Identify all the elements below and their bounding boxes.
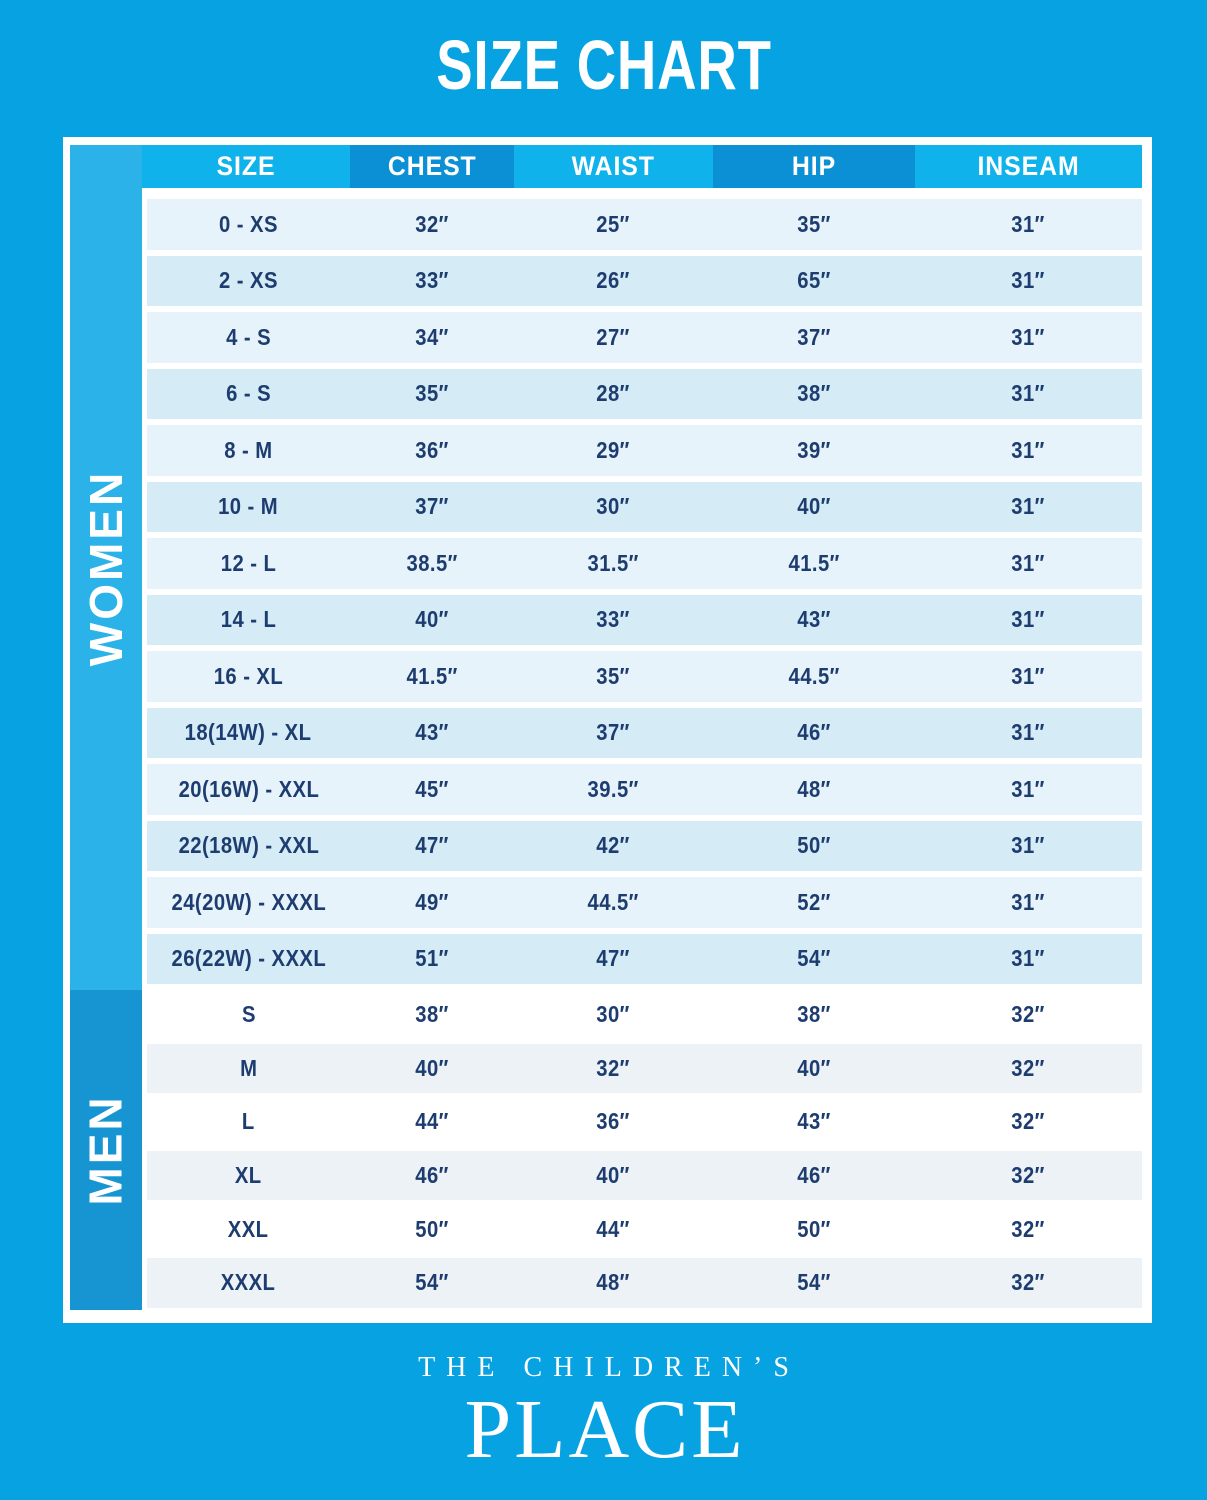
- table-row: [147, 425, 1142, 476]
- table-row: [147, 312, 1142, 363]
- cell-value: 50″: [415, 1215, 449, 1242]
- table-row: [147, 1204, 1142, 1254]
- measurement-cell: [713, 538, 915, 589]
- women-section-strip: [70, 145, 142, 990]
- size-cell: [147, 1204, 350, 1254]
- size-cell: [147, 651, 350, 702]
- cell-value: 44.5″: [587, 888, 640, 915]
- cell-value: 32″: [1011, 1108, 1046, 1135]
- measurement-cell: [350, 538, 514, 589]
- measurement-cell: [915, 369, 1142, 420]
- table-row: [147, 1151, 1142, 1201]
- cell-value: 52″: [797, 888, 831, 915]
- cell-value: XXXL: [221, 1269, 276, 1296]
- cell-value: 38″: [415, 1001, 449, 1028]
- measurement-cell: [350, 312, 514, 363]
- size-cell: [147, 934, 350, 985]
- measurement-cell: [915, 482, 1142, 533]
- cell-value: 40″: [797, 1054, 831, 1081]
- size-cell: [147, 425, 350, 476]
- measurement-cell: [514, 369, 713, 420]
- cell-value: 26″: [596, 267, 631, 294]
- measurement-cell: [915, 1258, 1142, 1308]
- cell-value: 38″: [797, 380, 831, 407]
- measurement-cell: [350, 934, 514, 985]
- measurement-cell: [514, 651, 713, 702]
- cell-value: 33″: [596, 606, 631, 633]
- measurement-cell: [915, 990, 1142, 1040]
- cell-value: 31″: [1011, 888, 1046, 915]
- table-row: [147, 1097, 1142, 1147]
- cell-value: 22(18W) - XXL: [178, 832, 319, 859]
- cell-value: 31″: [1011, 323, 1046, 350]
- size-cell: [147, 369, 350, 420]
- cell-value: 48″: [797, 775, 831, 802]
- cell-value: 40″: [596, 1162, 631, 1189]
- measurement-cell: [713, 821, 915, 872]
- measurement-cell: [915, 1204, 1142, 1254]
- page-title-text: SIZE CHART: [435, 26, 772, 104]
- measurement-cell: [713, 1097, 915, 1147]
- measurement-cell: [713, 1151, 915, 1201]
- table-row: [147, 199, 1142, 250]
- column-header-size-label: SIZE: [216, 151, 276, 181]
- cell-value: 47″: [596, 945, 631, 972]
- size-cell: [147, 312, 350, 363]
- cell-value: 16 - XL: [213, 662, 284, 689]
- cell-value: 2 - XS: [219, 267, 278, 294]
- measurement-cell: [350, 764, 514, 815]
- measurement-cell: [514, 1044, 713, 1094]
- measurement-cell: [514, 1204, 713, 1254]
- cell-value: 30″: [596, 493, 631, 520]
- brand-logo: [0, 1352, 1207, 1476]
- cell-value: 35″: [596, 662, 631, 689]
- cell-value: 31.5″: [587, 549, 640, 576]
- cell-value: 31″: [1011, 945, 1046, 972]
- column-header-chest-label: CHEST: [387, 151, 477, 181]
- size-cell: [147, 877, 350, 928]
- cell-value: 38.5″: [406, 549, 458, 576]
- column-header-size: [142, 145, 350, 188]
- cell-value: 31″: [1011, 719, 1046, 746]
- size-cell: [147, 1044, 350, 1094]
- cell-value: 37″: [596, 719, 631, 746]
- size-cell: [147, 538, 350, 589]
- cell-value: 8 - M: [224, 436, 273, 463]
- measurement-cell: [713, 199, 915, 250]
- cell-value: 31″: [1011, 775, 1046, 802]
- cell-value: 32″: [1011, 1001, 1046, 1028]
- cell-value: 32″: [1011, 1162, 1046, 1189]
- size-cell: [147, 256, 350, 307]
- measurement-cell: [514, 1097, 713, 1147]
- measurement-cell: [915, 425, 1142, 476]
- measurement-cell: [350, 369, 514, 420]
- column-header-waist: [514, 145, 713, 188]
- cell-value: 30″: [596, 1001, 631, 1028]
- measurement-cell: [514, 1151, 713, 1201]
- cell-value: 54″: [415, 1269, 449, 1296]
- measurement-cell: [514, 199, 713, 250]
- measurement-cell: [514, 934, 713, 985]
- cell-value: 54″: [797, 945, 831, 972]
- size-cell: [147, 708, 350, 759]
- cell-value: 31″: [1011, 832, 1046, 859]
- measurement-cell: [713, 1044, 915, 1094]
- table-row: [147, 764, 1142, 815]
- cell-value: 32″: [596, 1054, 631, 1081]
- cell-value: 25″: [596, 210, 631, 237]
- measurement-cell: [514, 425, 713, 476]
- cell-value: 12 - L: [220, 549, 277, 576]
- cell-value: 31″: [1011, 210, 1046, 237]
- column-header-hip: [713, 145, 915, 188]
- cell-value: 35″: [797, 210, 831, 237]
- column-header-hip-label: HIP: [791, 151, 837, 181]
- cell-value: 44.5″: [788, 662, 840, 689]
- cell-value: 32″: [415, 210, 449, 237]
- measurement-cell: [915, 934, 1142, 985]
- page-title: [0, 26, 1207, 104]
- cell-value: 20(16W) - XXL: [178, 775, 319, 802]
- measurement-cell: [350, 482, 514, 533]
- cell-value: 31″: [1011, 549, 1046, 576]
- cell-value: 40″: [415, 606, 449, 633]
- cell-value: 39.5″: [587, 775, 640, 802]
- table-header-row: [142, 145, 1142, 188]
- table-row: [147, 538, 1142, 589]
- measurement-cell: [713, 1204, 915, 1254]
- cell-value: 42″: [596, 832, 631, 859]
- measurement-cell: [514, 595, 713, 646]
- cell-value: M: [239, 1054, 258, 1081]
- cell-value: 18(14W) - XL: [185, 719, 312, 746]
- cell-value: 40″: [415, 1054, 449, 1081]
- women-section-label: WOMEN: [80, 469, 133, 666]
- measurement-cell: [915, 1044, 1142, 1094]
- measurement-cell: [350, 651, 514, 702]
- cell-value: 31″: [1011, 436, 1046, 463]
- table-row: [147, 1258, 1142, 1308]
- measurement-cell: [915, 538, 1142, 589]
- measurement-cell: [915, 1151, 1142, 1201]
- measurement-cell: [514, 821, 713, 872]
- table-row: [147, 369, 1142, 420]
- cell-value: 40″: [797, 493, 831, 520]
- measurement-cell: [915, 708, 1142, 759]
- cell-value: 44″: [596, 1215, 631, 1242]
- table-row: [147, 256, 1142, 307]
- cell-value: 36″: [596, 1108, 631, 1135]
- cell-value: 47″: [415, 832, 449, 859]
- cell-value: 54″: [797, 1269, 831, 1296]
- measurement-cell: [350, 821, 514, 872]
- measurement-cell: [514, 312, 713, 363]
- cell-value: 37″: [415, 493, 449, 520]
- column-header-waist-label: WAIST: [571, 151, 656, 181]
- cell-value: 28″: [596, 380, 631, 407]
- measurement-cell: [915, 877, 1142, 928]
- size-cell: [147, 1258, 350, 1308]
- cell-value: 29″: [596, 436, 631, 463]
- column-header-inseam: [915, 145, 1142, 188]
- cell-value: 41.5″: [406, 662, 458, 689]
- table-row: [147, 482, 1142, 533]
- measurement-cell: [713, 708, 915, 759]
- measurement-cell: [514, 538, 713, 589]
- cell-value: 4 - S: [226, 323, 271, 350]
- measurement-cell: [915, 312, 1142, 363]
- cell-value: 51″: [415, 945, 449, 972]
- cell-value: 41.5″: [788, 549, 840, 576]
- cell-value: 31″: [1011, 606, 1046, 633]
- cell-value: 31″: [1011, 662, 1046, 689]
- brand-name-bottom: PLACE: [464, 1383, 746, 1476]
- cell-value: 39″: [797, 436, 831, 463]
- cell-value: 31″: [1011, 380, 1046, 407]
- cell-value: 10 - M: [218, 493, 279, 520]
- cell-value: 38″: [797, 1001, 831, 1028]
- cell-value: 33″: [415, 267, 449, 294]
- table-row: [147, 934, 1142, 985]
- measurement-cell: [350, 595, 514, 646]
- cell-value: 37″: [797, 323, 831, 350]
- measurement-cell: [713, 256, 915, 307]
- measurement-cell: [713, 425, 915, 476]
- measurement-cell: [915, 595, 1142, 646]
- men-section-strip: [70, 990, 142, 1310]
- cell-value: 65″: [797, 267, 831, 294]
- cell-value: 46″: [797, 1162, 831, 1189]
- measurement-cell: [915, 256, 1142, 307]
- measurement-cell: [915, 651, 1142, 702]
- measurement-cell: [514, 990, 713, 1040]
- cell-value: 45″: [415, 775, 449, 802]
- measurement-cell: [713, 369, 915, 420]
- measurement-cell: [350, 877, 514, 928]
- table-content: [147, 145, 1142, 1310]
- cell-value: 43″: [797, 606, 831, 633]
- size-cell: [147, 482, 350, 533]
- cell-value: 32″: [1011, 1215, 1046, 1242]
- table-row: [147, 1044, 1142, 1094]
- cell-value: 6 - S: [226, 380, 271, 407]
- measurement-cell: [713, 990, 915, 1040]
- measurement-cell: [350, 1044, 514, 1094]
- cell-value: 34″: [415, 323, 449, 350]
- measurement-cell: [350, 256, 514, 307]
- cell-value: 31″: [1011, 493, 1046, 520]
- measurement-cell: [350, 1258, 514, 1308]
- cell-value: 36″: [415, 436, 449, 463]
- measurement-cell: [713, 877, 915, 928]
- measurement-cell: [350, 708, 514, 759]
- measurement-cell: [514, 1258, 713, 1308]
- cell-value: XL: [235, 1162, 262, 1189]
- measurement-cell: [350, 990, 514, 1040]
- measurement-cell: [713, 595, 915, 646]
- measurement-cell: [514, 482, 713, 533]
- size-cell: [147, 595, 350, 646]
- measurement-cell: [713, 651, 915, 702]
- measurement-cell: [915, 1097, 1142, 1147]
- measurement-cell: [514, 764, 713, 815]
- size-cell: [147, 821, 350, 872]
- cell-value: 50″: [797, 832, 831, 859]
- measurement-cell: [713, 312, 915, 363]
- cell-value: 26(22W) - XXXL: [171, 945, 326, 972]
- size-cell: [147, 1097, 350, 1147]
- cell-value: 48″: [596, 1269, 631, 1296]
- cell-value: 46″: [797, 719, 831, 746]
- cell-value: 49″: [415, 888, 449, 915]
- table-row: [147, 651, 1142, 702]
- cell-value: 32″: [1011, 1054, 1046, 1081]
- cell-value: 43″: [797, 1108, 831, 1135]
- measurement-cell: [713, 934, 915, 985]
- cell-value: 46″: [415, 1162, 449, 1189]
- table-row: [147, 708, 1142, 759]
- measurement-cell: [713, 1258, 915, 1308]
- table-row: [147, 877, 1142, 928]
- size-cell: [147, 1151, 350, 1201]
- table-row: [147, 990, 1142, 1040]
- cell-value: 44″: [415, 1108, 449, 1135]
- measurement-cell: [514, 708, 713, 759]
- cell-value: 43″: [415, 719, 449, 746]
- cell-value: 24(20W) - XXXL: [171, 888, 326, 915]
- table-row: [147, 821, 1142, 872]
- measurement-cell: [350, 199, 514, 250]
- cell-value: 50″: [797, 1215, 831, 1242]
- cell-value: 27″: [596, 323, 631, 350]
- cell-value: 31″: [1011, 267, 1046, 294]
- measurement-cell: [915, 199, 1142, 250]
- measurement-cell: [915, 764, 1142, 815]
- measurement-cell: [350, 425, 514, 476]
- measurement-cell: [350, 1097, 514, 1147]
- table-row: [147, 595, 1142, 646]
- cell-value: L: [242, 1108, 255, 1135]
- cell-value: XXL: [228, 1215, 269, 1242]
- cell-value: S: [241, 1001, 256, 1028]
- cell-value: 32″: [1011, 1269, 1046, 1296]
- size-cell: [147, 199, 350, 250]
- measurement-cell: [350, 1204, 514, 1254]
- cell-value: 35″: [415, 380, 449, 407]
- cell-value: 0 - XS: [219, 210, 278, 237]
- table-rows: [147, 199, 1142, 1308]
- size-cell: [147, 764, 350, 815]
- measurement-cell: [514, 877, 713, 928]
- measurement-cell: [514, 256, 713, 307]
- measurement-cell: [713, 482, 915, 533]
- measurement-cell: [915, 821, 1142, 872]
- size-table: [63, 137, 1152, 1323]
- size-cell: [147, 990, 350, 1040]
- column-header-chest: [350, 145, 514, 188]
- men-section-label: MEN: [80, 1094, 133, 1206]
- section-strip-column: [70, 145, 142, 1310]
- column-header-inseam-label: INSEAM: [977, 151, 1080, 181]
- measurement-cell: [713, 764, 915, 815]
- brand-name-top: THE CHILDREN’S: [418, 1352, 800, 1383]
- measurement-cell: [350, 1151, 514, 1201]
- cell-value: 14 - L: [220, 606, 277, 633]
